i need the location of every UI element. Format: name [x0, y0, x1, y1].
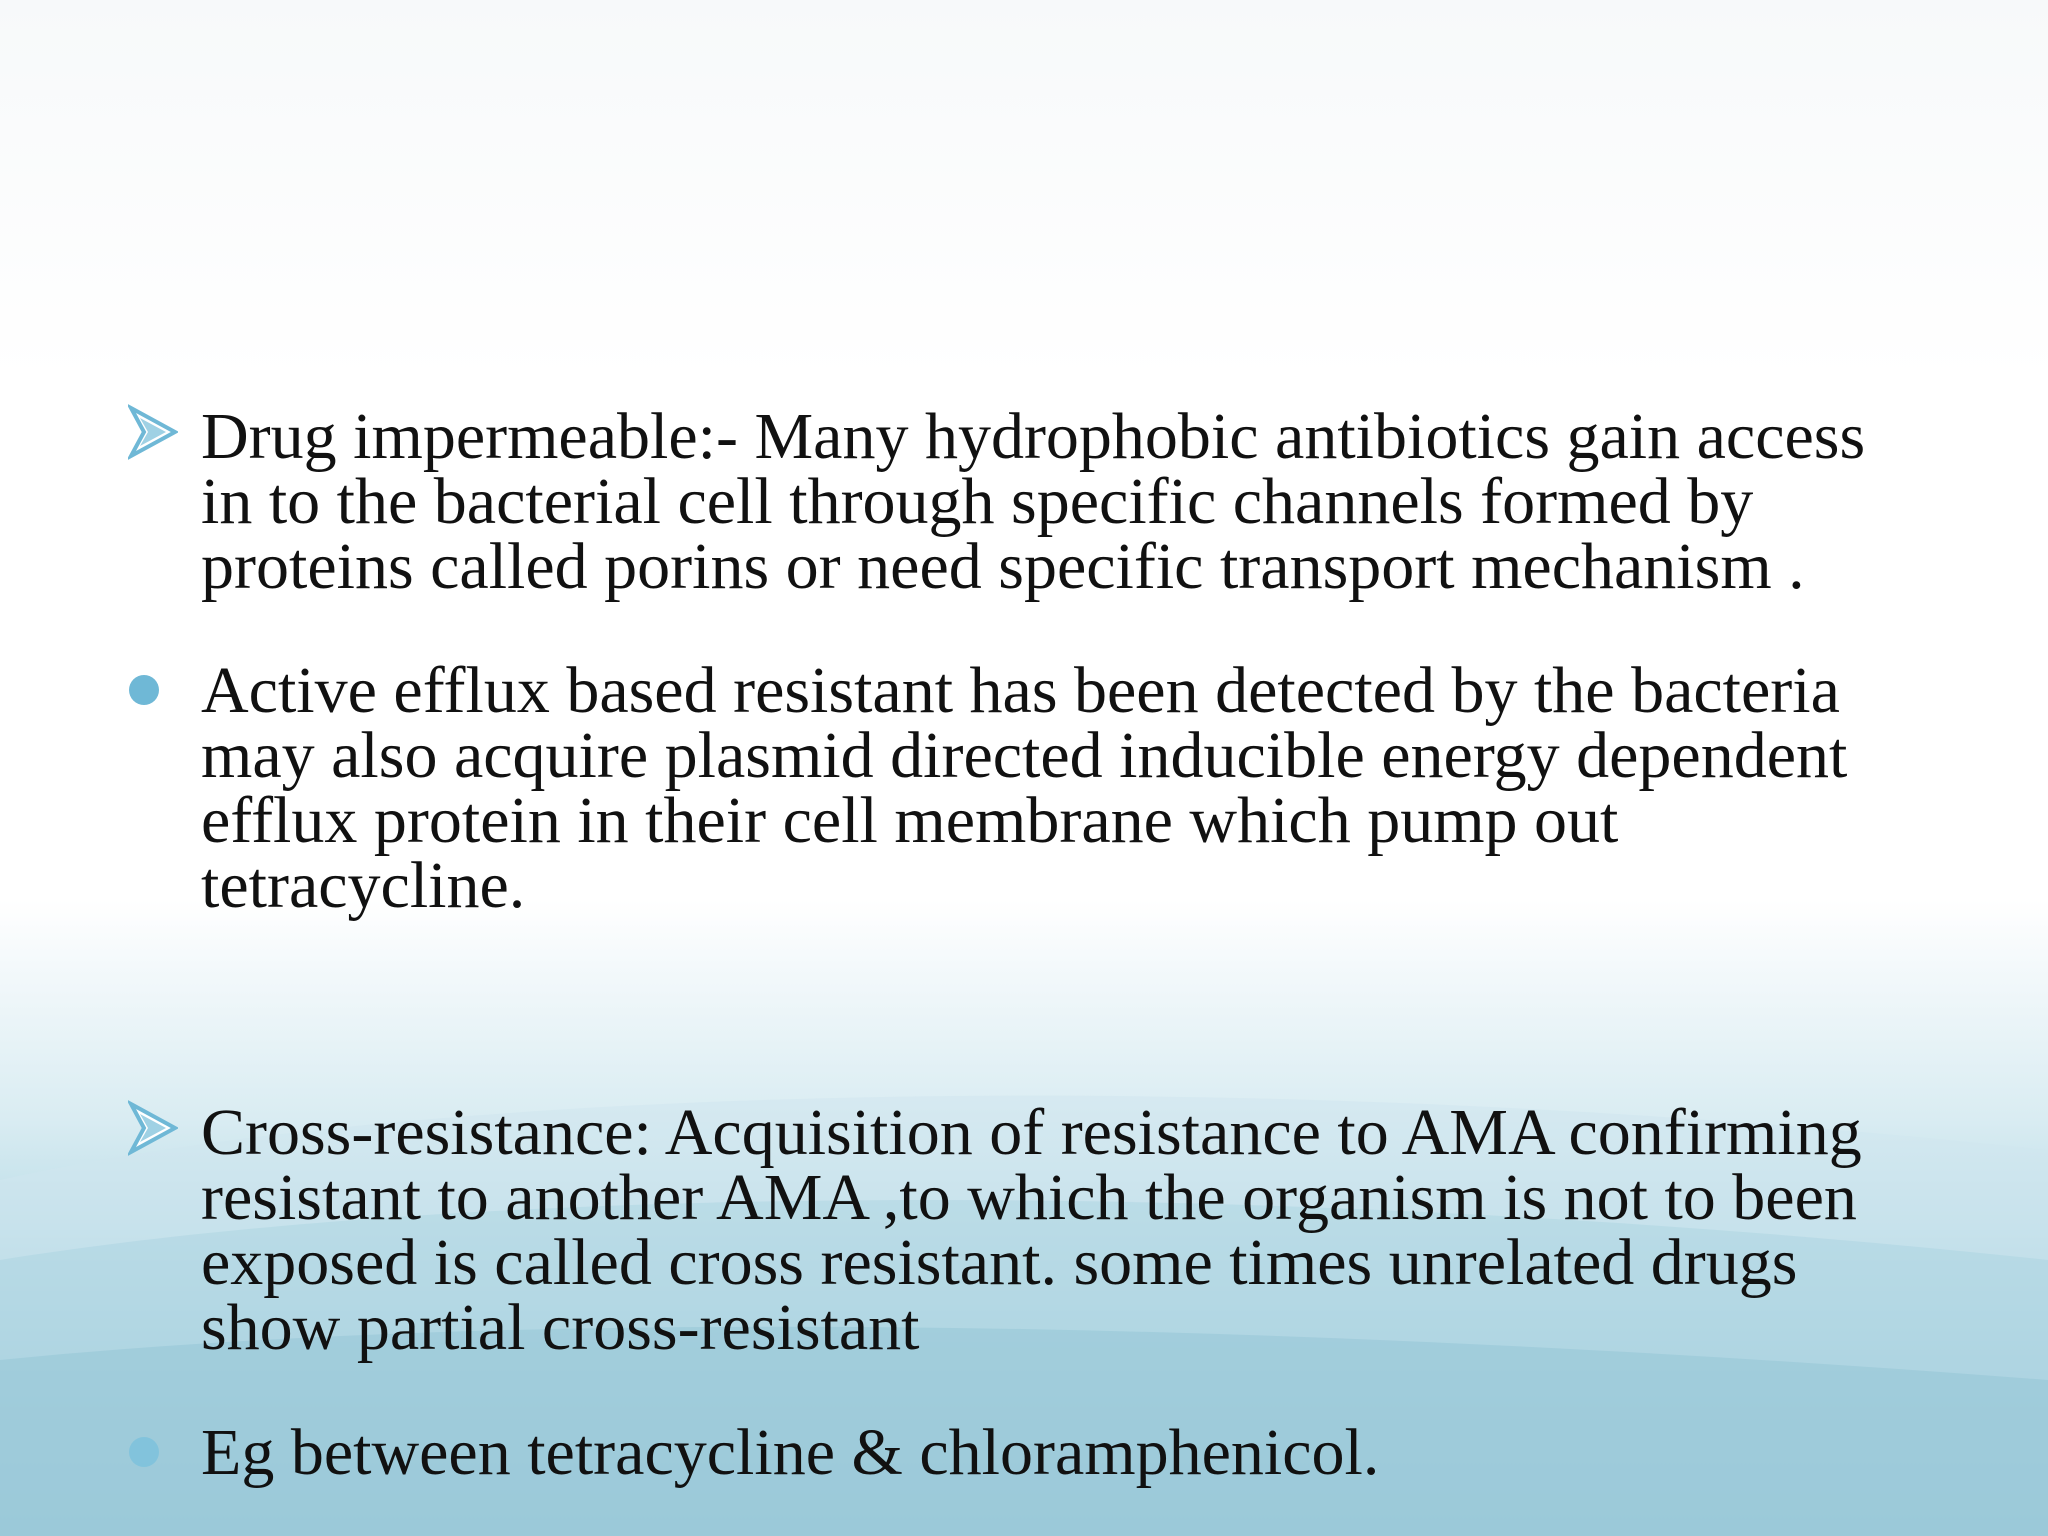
bullet-line: in to the bacterial cell through specific channels formed by [201, 465, 1754, 538]
bullet-text [201, 1096, 2001, 1364]
bullet-line: Cross-resistance: Acquisition of resistance to AMA confirming [201, 1096, 1862, 1169]
bullet-line: exposed is called cross resistant. some times unrelated drugs [201, 1226, 1798, 1299]
bullet-line: proteins called porins or need specific transport mechanism . [201, 530, 1805, 603]
bullet-text [201, 654, 2001, 922]
dot-icon [128, 1424, 178, 1480]
bullet-line: Drug impermeable:- Many hydrophobic antibiotics gain access [201, 400, 1866, 473]
bullet-line: Active efflux based resistant has been detected by the bacteria [201, 654, 1840, 727]
bullet-line: show partial cross-resistant [201, 1291, 920, 1364]
bullet-line: efflux protein in their cell membrane which pump out [201, 784, 1619, 857]
bullet-text [201, 400, 2001, 603]
dot-icon [128, 662, 178, 718]
bullet-line: tetracycline. [201, 849, 526, 922]
arrowhead-icon [128, 1100, 178, 1156]
bullet-line: may also acquire plasmid directed inducible energy dependent [201, 719, 1848, 792]
bullet-line: Eg between tetracycline & chloramphenicol. [201, 1416, 1380, 1489]
bullet-text [201, 1416, 2001, 1489]
bullet-line: resistant to another AMA ,to which the organism is not to been [201, 1161, 1857, 1234]
arrowhead-icon [128, 404, 178, 460]
